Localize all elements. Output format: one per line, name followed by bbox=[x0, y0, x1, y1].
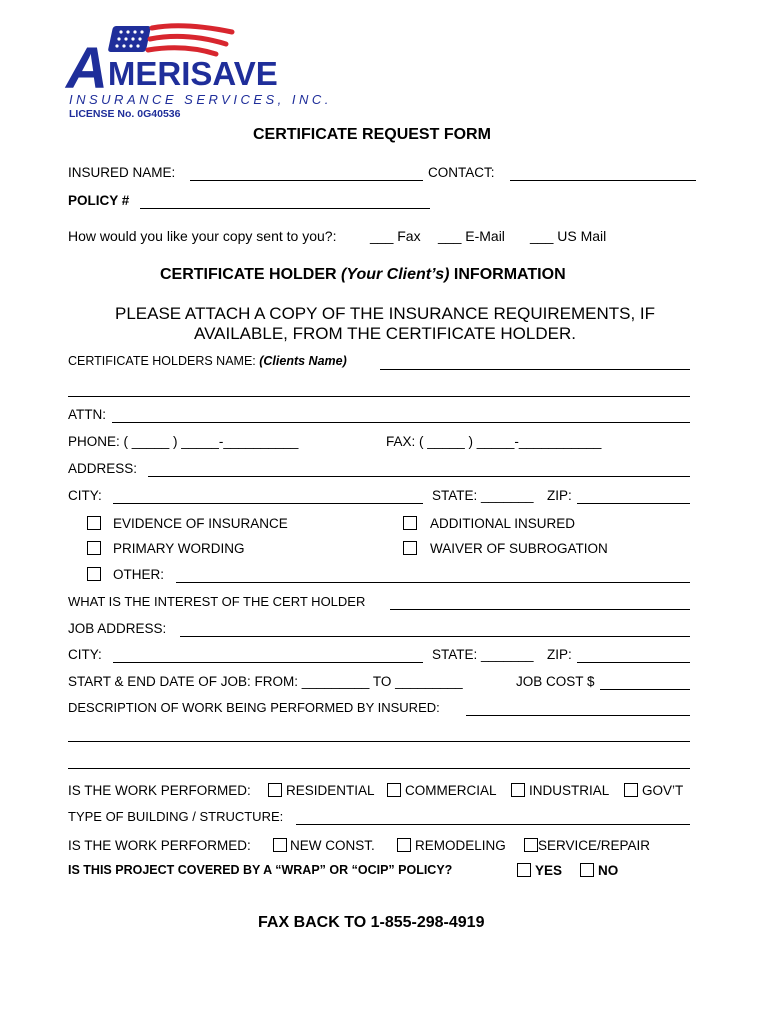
holder-heading-part1: CERTIFICATE HOLDER bbox=[160, 266, 342, 283]
new-const-label: NEW CONST. bbox=[290, 838, 375, 853]
contact-label: CONTACT: bbox=[428, 165, 495, 180]
wrap-yes-label: YES bbox=[535, 863, 563, 878]
logo-word: MERISAVE bbox=[107, 55, 278, 92]
address-label: ADDRESS: bbox=[68, 461, 138, 476]
job-state-label[interactable]: STATE: _______ bbox=[432, 647, 534, 662]
waiver-checkbox[interactable] bbox=[403, 541, 417, 555]
description-field-2[interactable] bbox=[68, 741, 690, 742]
service-repair-label: SERVICE/REPAIR bbox=[538, 838, 651, 853]
work-type-label: IS THE WORK PERFORMED: bbox=[68, 783, 251, 798]
city-label: CITY: bbox=[68, 488, 102, 503]
insured-name-field[interactable] bbox=[190, 180, 423, 181]
copy-question: How would you like your copy sent to you?: bbox=[68, 228, 337, 244]
description-label: DESCRIPTION OF WORK BEING PERFORMED BY INSURED: bbox=[68, 700, 440, 715]
industrial-checkbox[interactable] bbox=[511, 783, 525, 797]
zip-field[interactable] bbox=[577, 503, 690, 504]
govt-checkbox[interactable] bbox=[624, 783, 638, 797]
wrap-yes-checkbox[interactable] bbox=[517, 863, 531, 877]
attach-notice-line2: AVAILABLE, FROM THE CERTIFICATE HOLDER. bbox=[194, 324, 576, 343]
city-field[interactable] bbox=[113, 503, 423, 504]
industrial-label: INDUSTRIAL bbox=[529, 783, 610, 798]
holder-name-text: CERTIFICATE HOLDERS NAME: bbox=[68, 354, 260, 368]
holder-name-hint: (Clients Name) bbox=[259, 354, 347, 368]
additional-insured-checkbox[interactable] bbox=[403, 516, 417, 530]
other-label: OTHER: bbox=[113, 567, 165, 582]
job-city-label: CITY: bbox=[68, 647, 102, 662]
interest-field[interactable] bbox=[390, 609, 690, 610]
wrap-no-label: NO bbox=[598, 863, 619, 878]
building-field[interactable] bbox=[296, 824, 690, 825]
primary-wording-label: PRIMARY WORDING bbox=[113, 541, 245, 556]
holder-heading-part3: INFORMATION bbox=[449, 266, 566, 283]
commercial-checkbox[interactable] bbox=[387, 783, 401, 797]
company-logo bbox=[66, 22, 332, 122]
holder-name-label bbox=[68, 354, 347, 368]
address-field[interactable] bbox=[148, 476, 690, 477]
building-label: TYPE OF BUILDING / STRUCTURE: bbox=[68, 809, 284, 824]
copy-option-fax[interactable]: ___ Fax bbox=[370, 228, 421, 244]
additional-insured-label: ADDITIONAL INSURED bbox=[430, 516, 576, 531]
primary-wording-checkbox[interactable] bbox=[87, 541, 101, 555]
job-address-field[interactable] bbox=[180, 636, 690, 637]
govt-label: GOV’T bbox=[642, 783, 684, 798]
job-city-field[interactable] bbox=[113, 662, 423, 663]
attach-notice-line1: PLEASE ATTACH A COPY OF THE INSURANCE REQUIREMENTS, IF bbox=[114, 304, 655, 323]
job-dates-label[interactable]: START & END DATE OF JOB: FROM: _________ TO _________ bbox=[68, 674, 463, 689]
job-cost-label: JOB COST $ bbox=[516, 674, 595, 689]
remodeling-label: REMODELING bbox=[415, 838, 506, 853]
remodeling-checkbox[interactable] bbox=[397, 838, 411, 852]
description-field-3[interactable] bbox=[68, 768, 690, 769]
evidence-label: EVIDENCE OF INSURANCE bbox=[113, 516, 288, 531]
phone-label[interactable]: PHONE: ( _____ ) _____-__________ bbox=[68, 434, 299, 449]
description-field-1[interactable] bbox=[466, 715, 690, 716]
policy-field[interactable] bbox=[140, 208, 430, 209]
commercial-label: COMMERCIAL bbox=[405, 783, 497, 798]
job-address-label: JOB ADDRESS: bbox=[68, 621, 167, 636]
other-checkbox[interactable] bbox=[87, 567, 101, 581]
service-repair-checkbox[interactable] bbox=[524, 838, 538, 852]
contact-field[interactable] bbox=[510, 180, 696, 181]
logo-wordmark: AMERISAVE bbox=[66, 36, 278, 101]
zip-label: ZIP: bbox=[547, 488, 572, 503]
fax-label[interactable]: FAX: ( _____ ) _____-___________ bbox=[386, 434, 602, 449]
holder-heading bbox=[160, 266, 566, 284]
work-kind-label: IS THE WORK PERFORMED: bbox=[68, 838, 251, 853]
form-title: CERTIFICATE REQUEST FORM bbox=[253, 126, 491, 143]
fax-back-text: FAX BACK TO 1-855-298-4919 bbox=[258, 914, 485, 931]
waiver-label: WAIVER OF SUBROGATION bbox=[430, 541, 608, 556]
state-label[interactable]: STATE: _______ bbox=[432, 488, 534, 503]
holder-name-field-2[interactable] bbox=[68, 396, 690, 397]
job-zip-field[interactable] bbox=[577, 662, 690, 663]
job-cost-field[interactable] bbox=[600, 689, 690, 690]
holder-heading-part2: (Your Client’s) bbox=[341, 266, 450, 283]
copy-option-email[interactable]: ___ E-Mail bbox=[438, 228, 505, 244]
wrap-question: IS THIS PROJECT COVERED BY A “WRAP” OR “OCIP” POLICY? bbox=[68, 863, 453, 877]
license-number: LICENSE No. 0G40536 bbox=[69, 108, 181, 120]
interest-label: WHAT IS THE INTEREST OF THE CERT HOLDER bbox=[68, 594, 366, 609]
job-zip-label: ZIP: bbox=[547, 647, 572, 662]
attn-field[interactable] bbox=[112, 422, 690, 423]
other-field[interactable] bbox=[176, 582, 690, 583]
attn-label: ATTN: bbox=[68, 407, 106, 422]
new-const-checkbox[interactable] bbox=[273, 838, 287, 852]
insured-name-label: INSURED NAME: bbox=[68, 165, 176, 180]
evidence-checkbox[interactable] bbox=[87, 516, 101, 530]
residential-label: RESIDENTIAL bbox=[286, 783, 375, 798]
wrap-no-checkbox[interactable] bbox=[580, 863, 594, 877]
copy-option-usmail[interactable]: ___ US Mail bbox=[530, 228, 607, 244]
residential-checkbox[interactable] bbox=[268, 783, 282, 797]
holder-name-field[interactable] bbox=[380, 369, 690, 370]
logo-subtitle: INSURANCE SERVICES, INC. bbox=[69, 92, 332, 107]
policy-label: POLICY # bbox=[68, 193, 130, 208]
